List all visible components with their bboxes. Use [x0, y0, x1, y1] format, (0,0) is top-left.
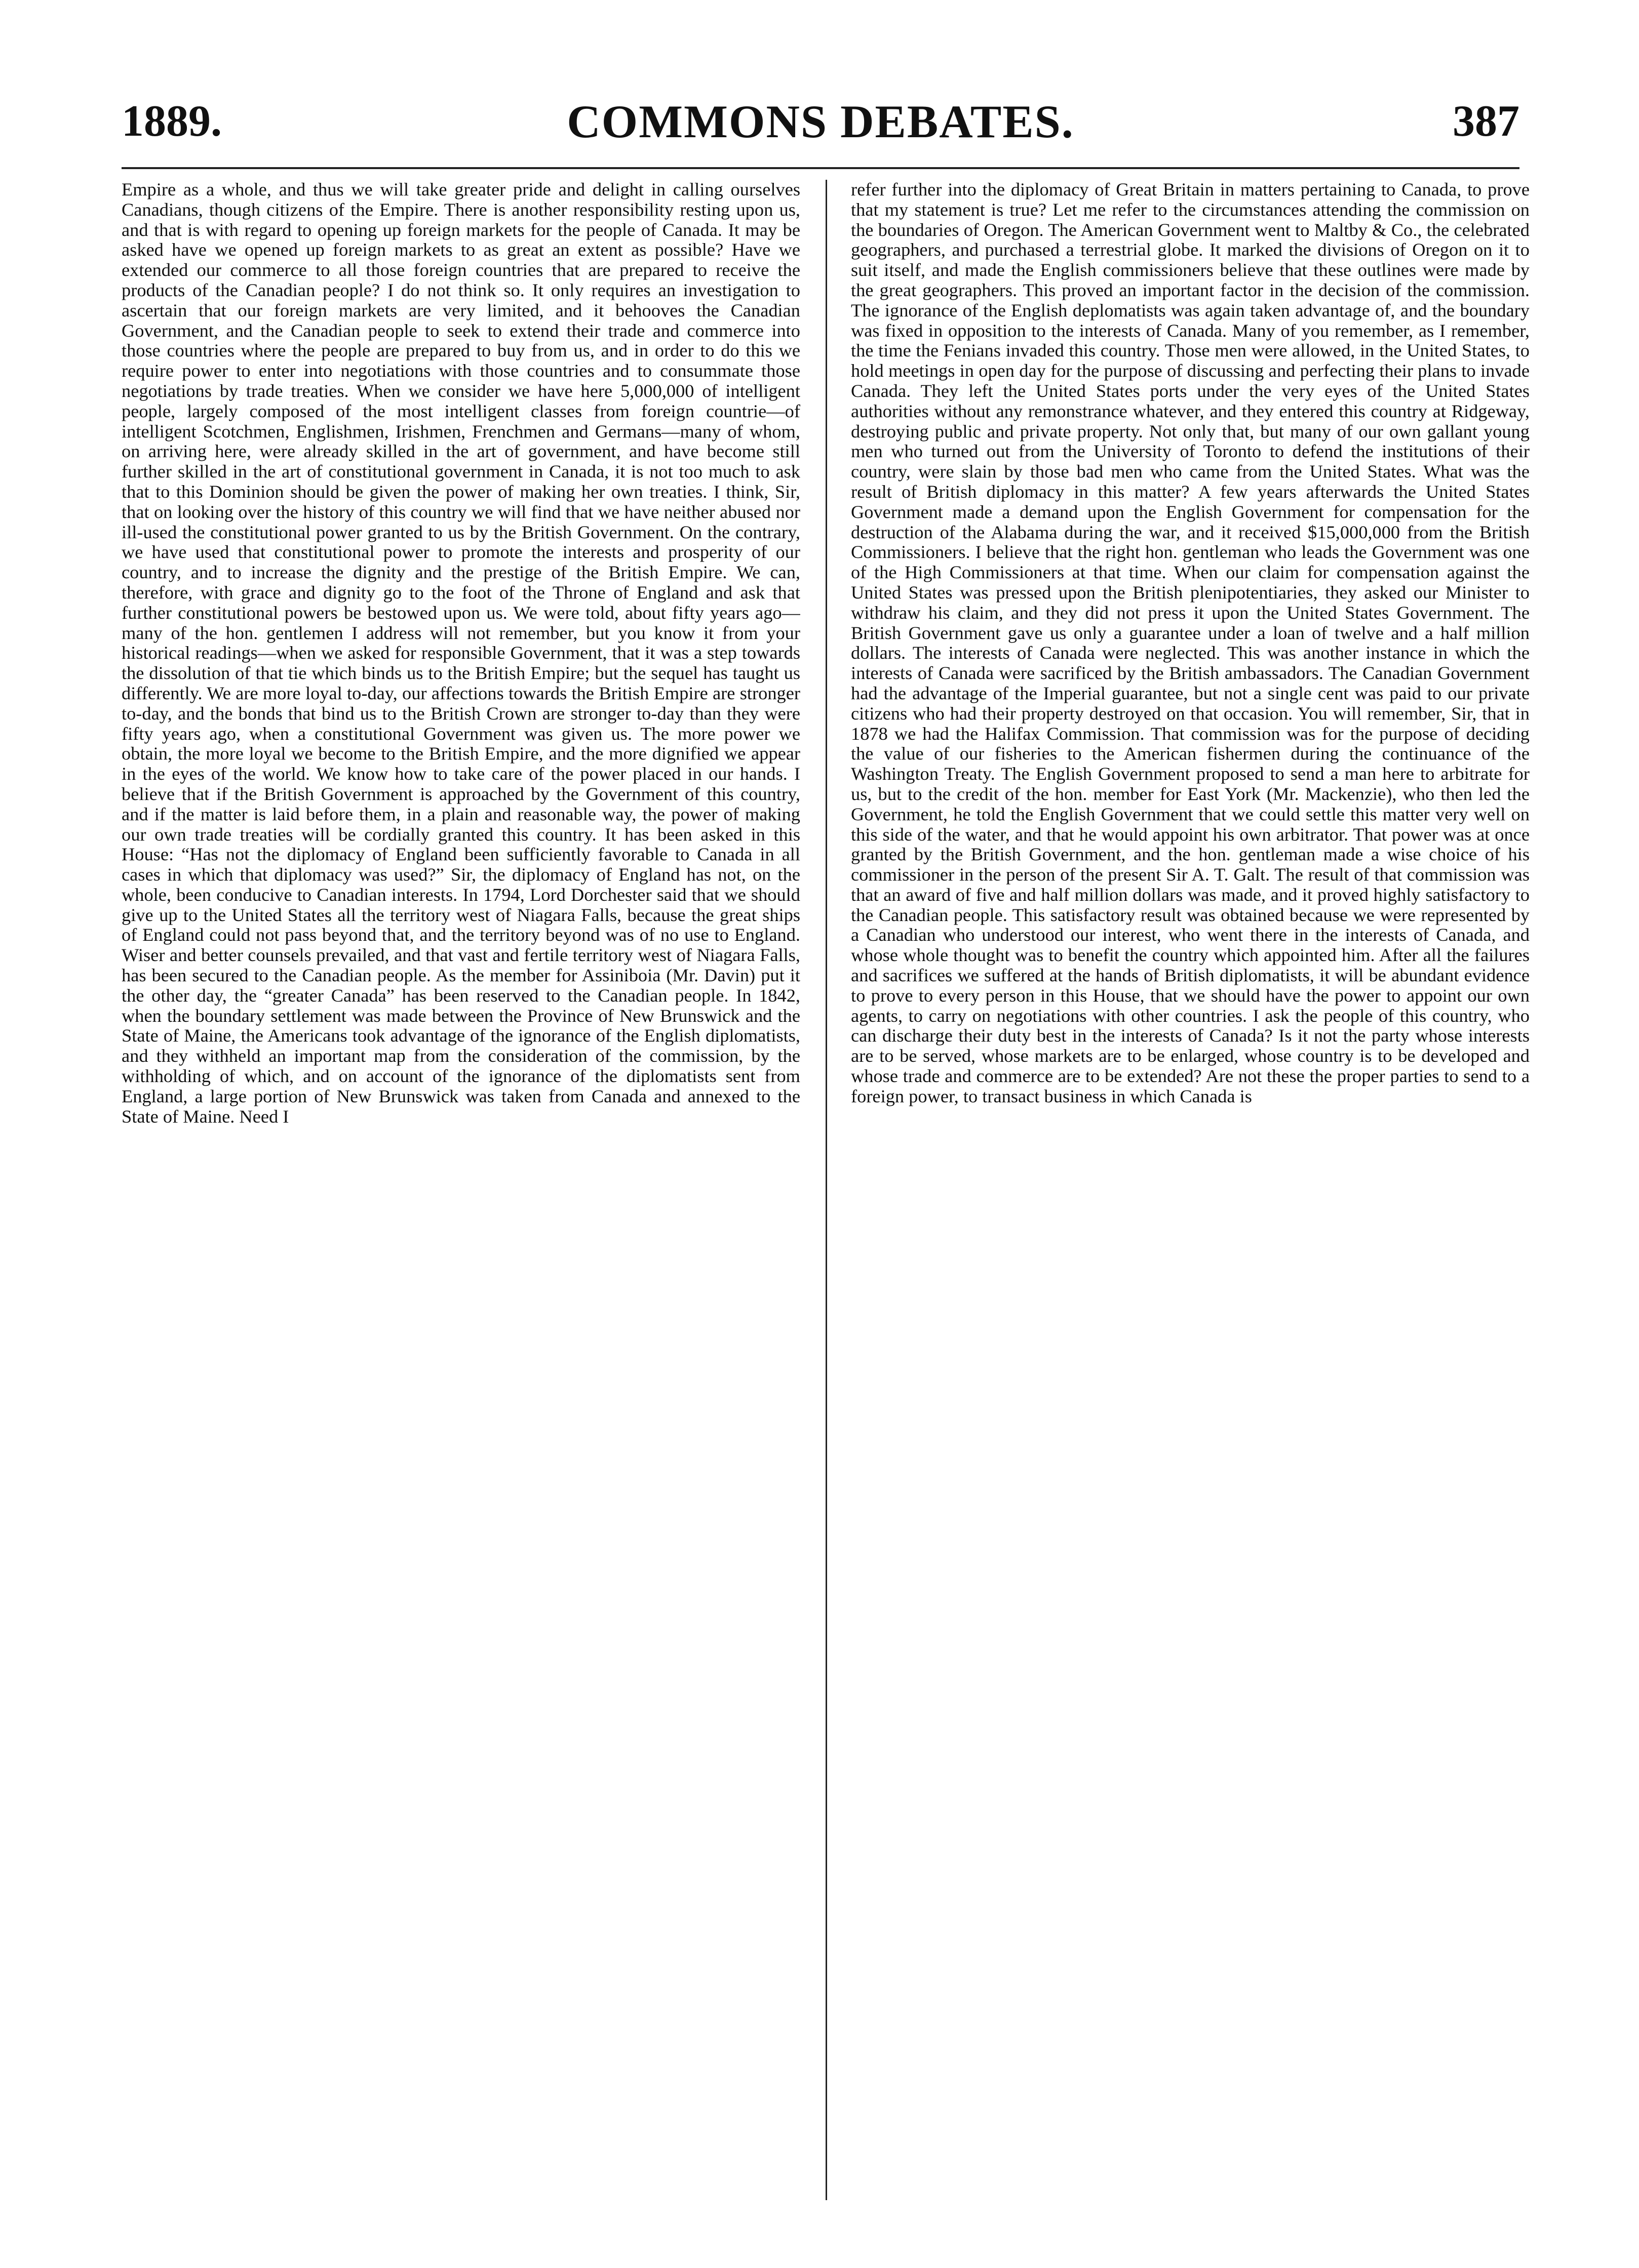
column-divider — [826, 180, 827, 2200]
right-column-text: refer further into the diplomacy of Great Britain in matters pertaining to Canada, to prove that my statement is true? Let me refer to the circumstances attending the commission on the boundaries of Oregon. The American Government went to Maltby & Co., the celebrated geographers, and purchased a terrestrial globe. It marked the divisions of Oregon on it to suit itself, and made the English commissioners believe that these outlines were made by the great geographers. This proved an important factor in the decision of the commission. The ignorance of the English deplomatists was again taken advantage of, and the boundary was fixed in opposition to the interests of Canada. Many of you remember, as I remember, the time the Fenians invaded this country. Those men were allowed, in the United States, to hold meetings in open day for the purpose of discussing and perfecting their plans to invade Canada. They left the United States ports under the very eyes of the United States authorities without any remonstrance whatever, and they entered this country at Ridgeway, destroying public and private property. Not only that, but many of our own gallant young men who turned out from the University of Toronto to defend the institutions of their country, were slain by those bad men who came from the United States. What was the result of British diplomacy in this matter? A few years afterwards the United States Government made a demand upon the English Government for compensation for the destruction of the Alabama during the war, and it received $15,000,000 from the British Commissioners. I believe that the right hon. gentleman who leads the Government was one of the High Commissioners at that time. When our claim for compensation against the United States was pressed upon the British plenipotentiaries, they asked our Minister to withdraw his claim, and they did not press it upon the United States Government. The British Government gave us only a guarantee under a loan of twelve and a half million dollars. The interests of Canada were neglected. This was another instance in which the interests of Canada were sacrificed by the British ambassadors. The Canadian Government had the advantage of the Imperial guarantee, but not a single cent was paid to our private citizens who had their property destroyed on that occasion. You will remember, Sir, that in 1878 we had the Halifax Commission. That commission was for the purpose of deciding the value of our fisheries to the American fishermen during the continuance of the Washington Treaty. The English Government proposed to send a man here to arbitrate for us, but to the credit of the hon. member for East York (Mr. Mackenzie), who then led the Government, he told the English Government that we could settle this matter very well on this side of the water, and that he would appoint his own arbitrator. That power was at once granted by the British Government, and the hon. gentleman made a wise choice of his commissioner in the person of the present Sir A. T. Galt. The result of that commission was that an award of five and half million dollars was made, and it proved highly satisfactory to the Canadian people. This satisfactory result was obtained because we were represented by a Canadian who understood our interest, who went there in the interests of Canada, and whose whole thought was to benefit the country which appointed him. After all the failures and sacrifices we suffered at the hands of British diplomatists, it will be abundant evidence to prove to every person in this House, that we should have the power to appoint our own agents, to carry on negotiations with other countries. I ask the people of this country, who can discharge their duty best in the interests of Canada? Is it not the party whose interests are to be served, whose markets are to be enlarged, whose country is to be developed and whose trade and commerce are to be extended? Are not these the proper parties to send to a foreign power, to transact business in which Canada is — [851, 180, 1530, 1106]
page-header — [122, 91, 1519, 152]
right-column — [851, 180, 1530, 2185]
page-year: 1889. — [122, 97, 222, 146]
left-column-text: Empire as a whole, and thus we will take greater pride and delight in calling ourselves Canadians, though citizens of the Empire. There is another responsibility resting upon us, and that is with regard to opening up foreign markets for the people of Canada. It may be asked have we opened up foreign markets to as great an extent as possible? Have we extended our commerce to all those foreign countries that are prepared to receive the products of the Canadian people? I do not think so. It only requires an investigation to ascertain that our foreign markets are very limited, and it behooves the Canadian Government, and the Canadian people to seek to extend their trade and commerce into those countries where the people are prepared to buy from us, and in order to do this we require power to enter into negotiations with those countries and to consummate those negotiations by trade treaties. When we consider we have here 5,000,000 of intelligent people, largely composed of the most intelligent classes from foreign countrie—of intelligent Scotchmen, Englishmen, Irishmen, Frenchmen and Germans—many of whom, on arriving here, were already skilled in the art of government, and have become still further skilled in the art of constitutional government in Canada, it is not too much to ask that to this Dominion should be given the power of making her own treaties. I think, Sir, that on looking over the history of this country we will find that we have neither abused nor ill-used the constitutional power granted to us by the British Government. On the contrary, we have used that constitutional power to promote the interests and prosperity of our country, and to increase the dignity and the prestige of the British Empire. We can, therefore, with grace and dignity go to the foot of the Throne of England and ask that further constitutional powers be bestowed upon us. We were told, about fifty years ago—many of the hon. gentlemen I address will not remember, but you know it from your historical readings—when we asked for responsible Government, that it was a step towards the dissolution of that tie which binds us to the British Empire; but the sequel has taught us differently. We are more loyal to-day, our affections towards the British Empire are stronger to-day, and the bonds that bind us to the British Crown are stronger to-day than they were fifty years ago, when a constitutional Government was given us. The more power we obtain, the more loyal we become to the British Empire, and the more dignified we appear in the eyes of the world. We know how to take care of the power placed in our hands. I believe that if the British Government is approached by the Government of this country, and if the matter is laid before them, in a plain and reasonable way, the power of making our own trade treaties will be cordially granted this country. It has been asked in this House: “Has not the diplomacy of England been sufficiently favorable to Canada in all cases in which that diplomacy was used?” Sir, the diplomacy of England has not, on the whole, been conducive to Canadian interests. In 1794, Lord Dorchester said that we should give up to the United States all the territory west of Niagara Falls, because the great ships of England could not pass beyond that, and the territory beyond was of no use to England. Wiser and better counsels prevailed, and that vast and fertile territory west of Niagara Falls, has been secured to the Canadian people. As the member for Assiniboia (Mr. Davin) put it the other day, the “greater Canada” has been reserved to the Canadian people. In 1842, when the boundary settlement was made between the Province of New Brunswick and the State of Maine, the Americans took advantage of the ignorance of the English diplomatists, and they withheld an important map from the consideration of the commission, by the withholding of which, and on account of the ignorance of the diplomatists sent from England, a large portion of New Brunswick was taken from Canada and annexed to the State of Maine. Need I — [122, 180, 800, 1127]
page-number: 387 — [1453, 97, 1519, 146]
left-column — [122, 180, 800, 2185]
header-rule — [122, 167, 1519, 169]
page-title: COMMONS DEBATES. — [567, 96, 1074, 147]
